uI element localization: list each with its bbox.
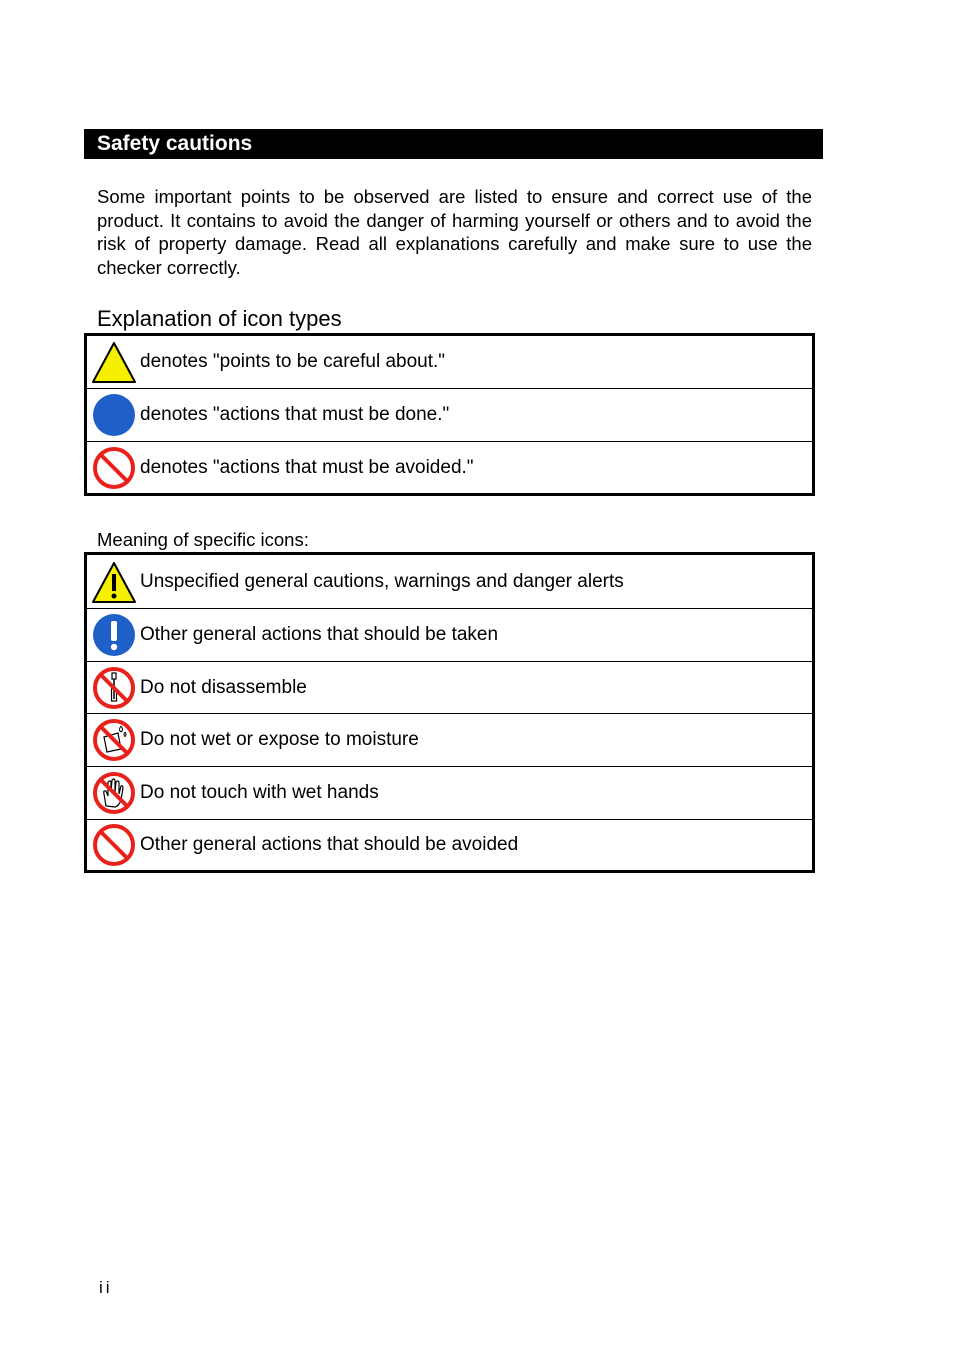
row-label: denotes "actions that must be done." [140, 404, 450, 425]
general-prohibition-icon [91, 822, 137, 868]
table-row [87, 662, 812, 714]
prohibition-icon [91, 445, 137, 491]
row-label: Other general actions that should be taken [140, 624, 499, 645]
no-moisture-icon [91, 717, 137, 763]
no-wet-hands-icon [91, 770, 137, 816]
row-label: Do not wet or expose to moisture [140, 729, 419, 750]
caution-triangle-icon [91, 339, 137, 385]
row-label: Unspecified general cautions, warnings and danger alerts [140, 570, 624, 592]
row-label: Other general actions that should be avoided [140, 834, 519, 855]
table-row [87, 767, 812, 820]
page-number: ii [99, 1278, 113, 1297]
section-title: Safety cautions [97, 132, 253, 155]
table-row [87, 714, 812, 767]
table-row [87, 555, 812, 609]
row-label: denotes "points to be careful about." [140, 351, 446, 372]
table-row [87, 389, 812, 442]
table-row [87, 609, 812, 662]
section-title-bar [84, 129, 823, 159]
general-warning-icon [91, 559, 137, 605]
table-row [87, 336, 812, 389]
icon-types-table [84, 333, 815, 496]
no-disassemble-icon [91, 665, 137, 711]
icon-types-heading: Explanation of icon types [97, 306, 342, 331]
intro-paragraph: Some important points to be observed are listed to ensure and correct use of the product. It contains to avoid the danger of harming yourself or others and to avoid the risk of property damage. Read all explanations carefully and make sure to use the checker correctly. [97, 186, 812, 278]
row-label: Do not disassemble [140, 676, 307, 698]
specific-icons-table [84, 552, 815, 873]
blue-circle-icon [91, 392, 137, 438]
specific-icons-heading: Meaning of specific icons: [97, 529, 309, 550]
table-row [87, 820, 812, 870]
row-label: Do not touch with wet hands [140, 782, 379, 803]
table-row [87, 442, 812, 493]
row-label: denotes "actions that must be avoided." [140, 456, 474, 478]
mandatory-action-icon [91, 612, 137, 658]
